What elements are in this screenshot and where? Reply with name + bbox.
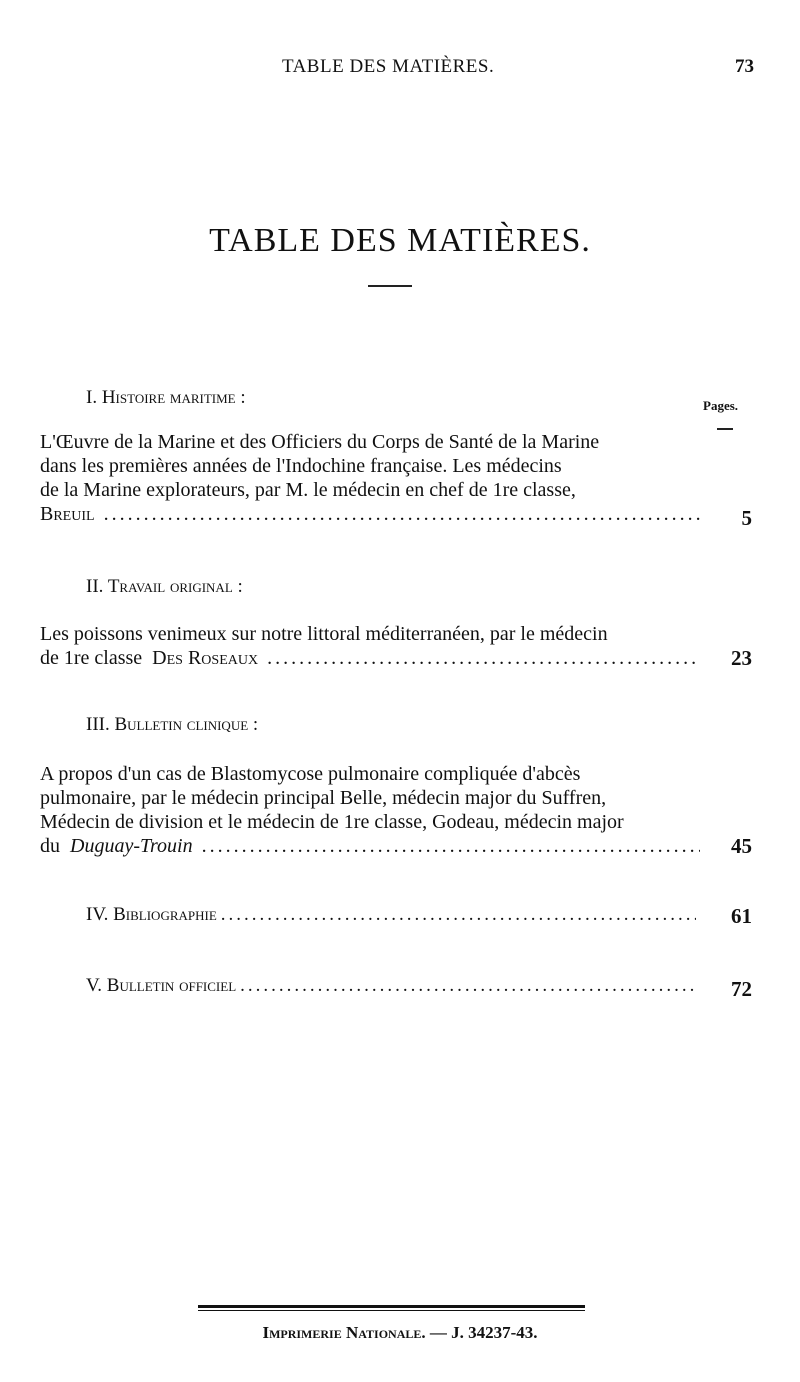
- pages-rule: [717, 428, 733, 430]
- toc-page-3: 45: [731, 834, 752, 858]
- section-heading-5: V. Bulletin officiel .....: [86, 975, 696, 997]
- toc-page-5: 72: [731, 977, 752, 1001]
- entry-line: L'Œuvre de la Marine et des Officiers du Corps de Santé de la Marine: [40, 431, 600, 453]
- dot-leader: [267, 647, 700, 669]
- entry-line: Les poissons venimeux sur notre littoral méditerranéen, par le médecin: [40, 623, 608, 645]
- section-heading-4: IV. Bibliographie .....: [86, 904, 696, 926]
- dot-leader: [240, 975, 696, 997]
- section-heading-3: III. Bulletin clinique :: [86, 714, 259, 735]
- dot-leader: [221, 904, 696, 926]
- title-rule: [368, 285, 412, 287]
- entry-last-line: [40, 502, 700, 526]
- entry-last-line: du Duguay-Trouin .....: [40, 834, 700, 858]
- entry-last-line: de 1re classe Des Roseaux .....: [40, 646, 700, 670]
- imprint: Imprimerie Nationale. — J. 34237-43.: [262, 1323, 538, 1342]
- dot-leader: [104, 503, 700, 525]
- toc-entry-2: [40, 622, 700, 670]
- entry-line: de la Marine explorateurs, par M. le médecin en chef de 1re classe,: [40, 479, 576, 501]
- author-name: Breuil: [40, 503, 95, 525]
- section-heading-1: I. Histoire maritime :: [86, 387, 246, 408]
- toc-page-1: 5: [741, 506, 752, 530]
- entry-line: Médecin de division et le médecin de 1re classe, Godeau, médecin major: [40, 811, 624, 833]
- footer-rule: [198, 1305, 585, 1308]
- pages-label: Pages.: [703, 398, 739, 413]
- section-heading-2: II. Travail original :: [86, 576, 243, 597]
- ship-name: Duguay-Trouin: [70, 835, 193, 857]
- footer-rule-thin: [198, 1310, 585, 1311]
- dot-leader: [202, 835, 700, 857]
- toc-entry-1: [40, 430, 700, 526]
- toc-page-2: 23: [731, 646, 752, 670]
- page-title: TABLE DES MATIÈRES.: [209, 222, 591, 259]
- entry-line: A propos d'un cas de Blastomycose pulmonaire compliquée d'abcès: [40, 763, 581, 785]
- page-number: 73: [735, 56, 754, 77]
- toc-page-4: 61: [731, 904, 752, 928]
- author-name: Des Roseaux: [152, 647, 259, 669]
- entry-line: pulmonaire, par le médecin principal Belle, médecin major du Suffren,: [40, 787, 607, 809]
- running-head: TABLE DES MATIÈRES.: [282, 56, 495, 77]
- toc-entry-3: [40, 762, 700, 858]
- entry-line: dans les premières années de l'Indochine française. Les médecins: [40, 455, 562, 477]
